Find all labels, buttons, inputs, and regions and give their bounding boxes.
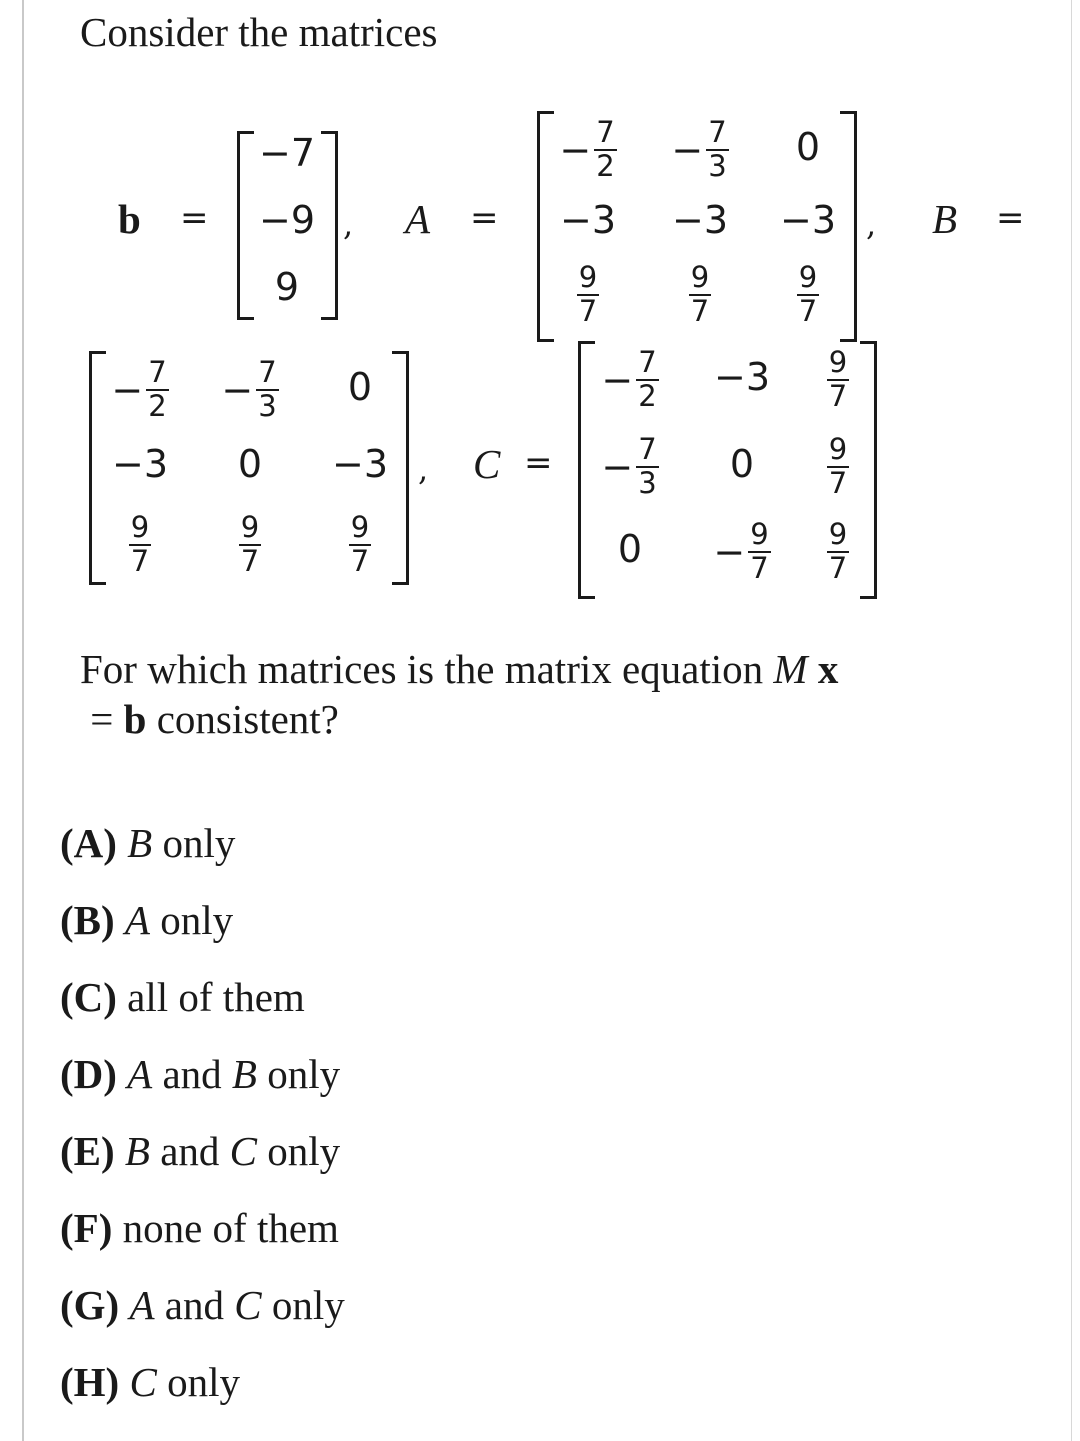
matrix-B-entry: 0 [347,365,373,409]
option-label: (B) [60,897,125,943]
option-text: only [156,1359,240,1405]
option-text: only [152,820,236,866]
matrix-B-entry: −3 [111,442,169,486]
option-label: (C) [60,974,128,1020]
matrix-b-entry: −7 [258,131,316,175]
matrix-B-entry: $\frac{9}{7}$ [350,510,370,578]
left-border [22,0,24,1441]
matrix-A-entry: $\frac{9}{7}$ [578,260,598,328]
symbol-b: b [118,196,141,242]
symbol-A: A [405,196,431,242]
answer-option[interactable] [60,1274,345,1351]
option-label: (E) [60,1128,125,1174]
matrix-A-entry: −3 [779,198,837,242]
option-text: and [154,1282,235,1328]
matrix-C-entry: $\frac{9}{7}$ [828,517,848,585]
equals-sign: = [524,443,553,483]
option-text: B [124,1128,150,1174]
option-label: (G) [60,1282,130,1328]
comma: , [866,205,877,243]
option-text: A [124,897,150,943]
option-label: (A) [60,820,128,866]
comma: , [418,450,429,488]
comma: , [343,205,354,243]
option-text: C [229,1128,258,1174]
matrix-B-entry: 0 [237,442,263,486]
option-text: B [127,820,153,866]
option-text: all of them [127,974,305,1020]
answer-option[interactable] [60,966,345,1043]
option-label: (H) [60,1359,130,1405]
option-label: (D) [60,1051,128,1097]
matrix-A-entry: − $\frac{7}{2}$ [559,115,615,183]
option-text: only [149,897,234,943]
option-text: C [129,1359,157,1405]
matrix-b-entry: 9 [274,265,300,309]
equals-sign: = [470,198,499,238]
answer-options [60,812,345,1428]
answer-option[interactable] [60,1043,345,1120]
matrix-C-entry: −3 [713,355,771,399]
matrix-C-entry: 0 [729,442,755,486]
option-text: only [257,1128,341,1174]
option-text: and [152,1051,232,1097]
matrix-B-entry: $\frac{9}{7}$ [130,510,150,578]
answer-option[interactable] [60,1351,345,1428]
matrix-C-entry: $\frac{9}{7}$ [828,432,848,500]
option-text: B [231,1051,257,1097]
matrix-B-entry: − $\frac{7}{2}$ [111,355,167,423]
answer-option[interactable] [60,889,345,966]
matrix-A-entry: $\frac{9}{7}$ [690,260,710,328]
matrix-B-entry: −3 [331,442,389,486]
matrix-A-entry: − $\frac{7}{3}$ [671,115,727,183]
matrix-A-entry: −3 [559,198,617,242]
option-text: A [127,1051,153,1097]
symbol-C: C [473,441,501,487]
option-text: C [234,1282,262,1328]
symbol-B: B [932,196,958,242]
option-text: and [149,1128,230,1174]
equals-sign: = [996,198,1025,238]
matrix-b-entry: −9 [258,198,316,242]
matrix-B-entry: $\frac{9}{7}$ [240,510,260,578]
matrix-C-entry: − $\frac{9}{7}$ [713,517,769,585]
equals-sign: = [180,198,209,238]
question-text: For which matrices is the matrix equation M x = b consistent? [80,646,839,742]
matrix-C-entry: 0 [617,527,643,571]
matrix-C-entry: − $\frac{7}{2}$ [601,345,657,413]
matrix-A-entry: −3 [671,198,729,242]
answer-option[interactable] [60,1120,345,1197]
option-text: only [261,1282,345,1328]
option-text: none of them [122,1205,339,1251]
option-text: only [256,1051,341,1097]
option-label: (F) [60,1205,123,1251]
option-text: A [129,1282,155,1328]
matrix-C-entry: − $\frac{7}{3}$ [601,432,657,500]
intro-text: Consider the matrices [80,9,438,55]
answer-option[interactable] [60,1197,345,1274]
matrix-B-entry: − $\frac{7}{3}$ [221,355,277,423]
matrix-A-entry: $\frac{9}{7}$ [798,260,818,328]
matrix-A-entry: 0 [795,125,821,169]
right-border [1071,0,1072,1441]
answer-option[interactable] [60,812,345,889]
matrix-C-entry: $\frac{9}{7}$ [828,345,848,413]
